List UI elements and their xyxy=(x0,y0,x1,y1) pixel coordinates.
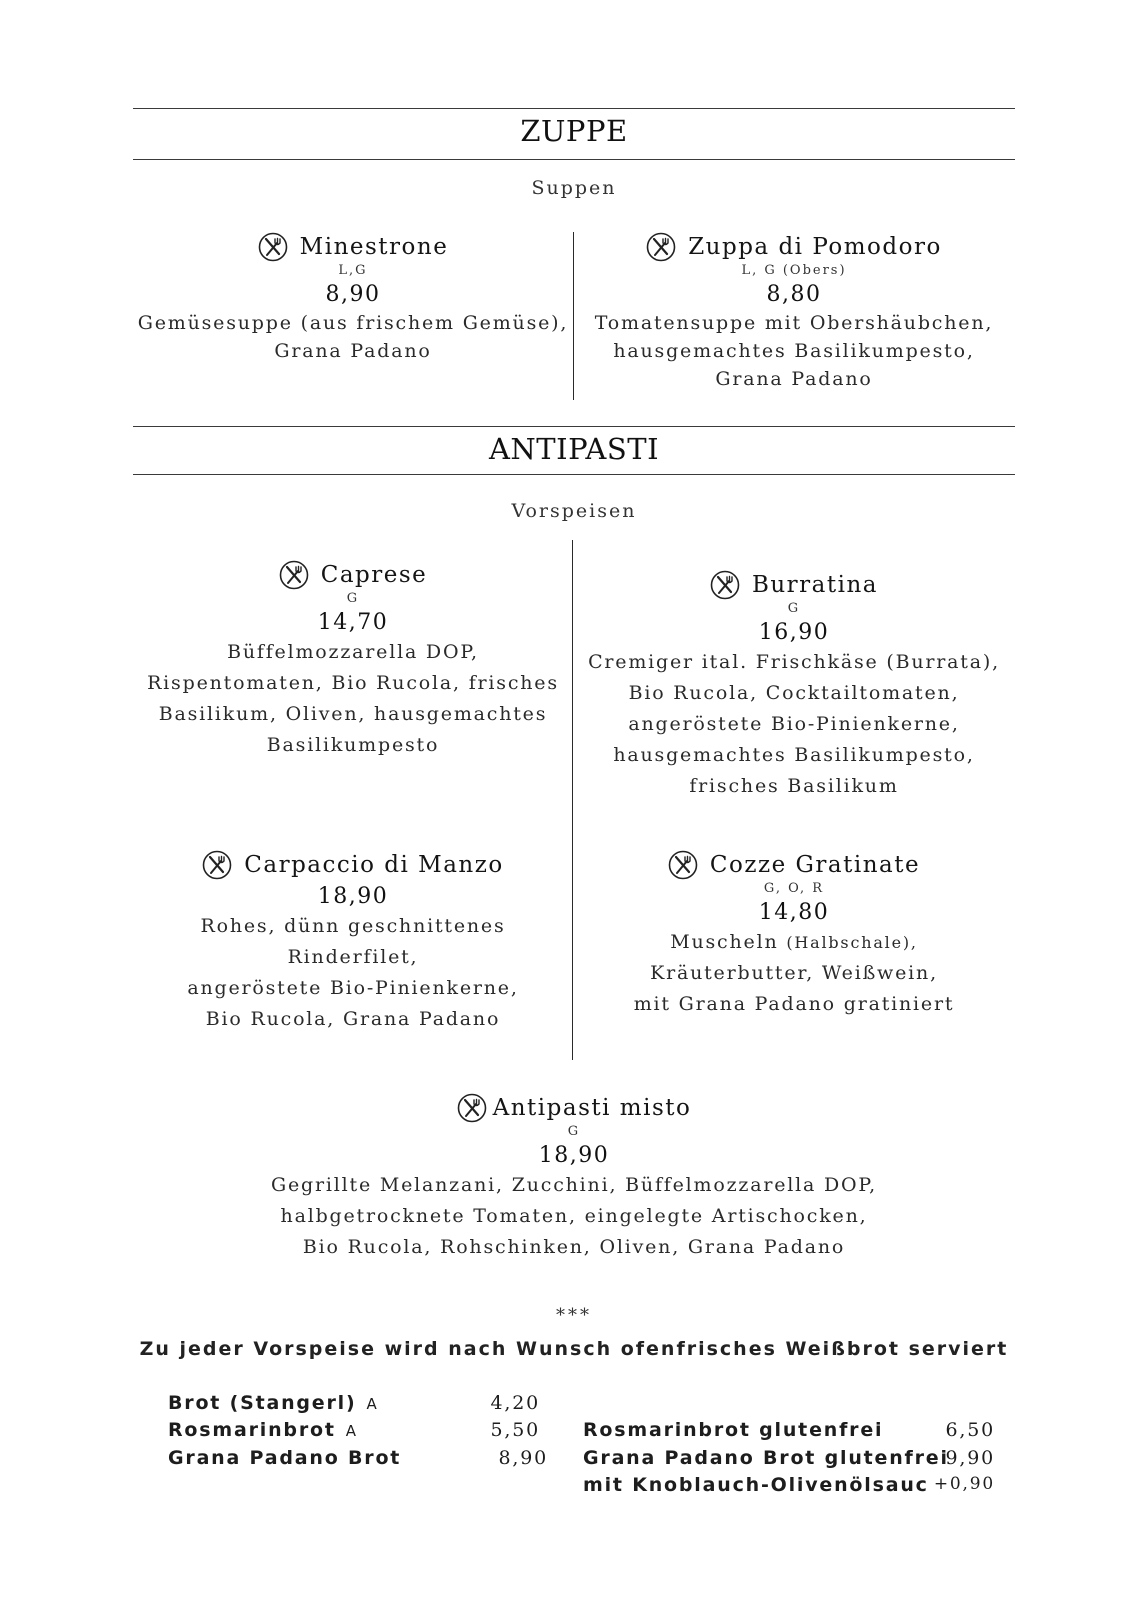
item-description: Rohes, dünn geschnittenes Rinderfilet, angeröstete Bio-Pinienkerne, Bio Rucola, Grana Padano xyxy=(187,915,519,1030)
item-description: Cremiger ital. Frischkäse (Burrata), Bio Rucola, Cocktailtomaten, angeröstete Bio-Pinienkerne, hausgemachtes Basilikumpesto, frisches Basilikum xyxy=(588,651,1000,797)
menu-item-burratina xyxy=(573,570,1015,802)
item-allergens: G xyxy=(787,601,801,616)
item-description: Gegrillte Melanzani, Zucchini, Büffelmozzarella DOP, halbgetrocknete Tomaten, eingelegte Artischocken, Bio Rucola, Rohschinken, Oliven, Grana Padano xyxy=(271,1174,877,1258)
item-description: Tomatensuppe mit Obershäubchen, hausgemachtes Basilikumpesto, Grana Padano xyxy=(594,312,994,390)
section-subtitle-vorspeisen: Vorspeisen xyxy=(511,500,637,522)
section-subtitle-suppen: Suppen xyxy=(531,177,617,199)
menu-item-zuppa-di-pomodoro xyxy=(573,232,1015,393)
item-name: Carpaccio di Manzo xyxy=(244,852,504,878)
item-name: Cozze Gratinate xyxy=(709,852,921,878)
item-allergens: L, G (Obers) xyxy=(741,263,847,278)
item-description: Gemüsesuppe (aus frischem Gemüse), Grana Padano xyxy=(137,312,569,362)
no-fork-knife-icon xyxy=(202,850,232,880)
item-price: 18,90 xyxy=(317,884,389,909)
item-name: Burratina xyxy=(751,572,879,598)
item-name: Zuppa di Pomodoro xyxy=(688,234,942,260)
no-fork-knife-icon xyxy=(279,560,309,590)
no-fork-knife-icon xyxy=(646,232,676,262)
menu-item-antipasti-misto xyxy=(133,1093,1015,1263)
top-rule xyxy=(133,108,1015,109)
item-name: Antipasti misto xyxy=(492,1095,692,1121)
bread-note: Zu jeder Vorspeise wird nach Wunsch ofenfrisches Weißbrot serviert xyxy=(139,1338,1009,1360)
menu-item-caprese xyxy=(133,560,573,761)
item-allergens: G xyxy=(567,1124,581,1139)
zuppe-title-rule xyxy=(133,159,1015,160)
no-fork-knife-icon xyxy=(457,1093,487,1123)
menu-item-minestrone xyxy=(133,232,573,365)
antipasti-top-rule xyxy=(133,426,1015,427)
item-price: 14,70 xyxy=(317,610,389,635)
no-fork-knife-icon xyxy=(258,232,288,262)
item-description: Muscheln (Halbschale), Kräuterbutter, Weißwein, mit Grana Padano gratiniert xyxy=(633,931,955,1015)
no-fork-knife-icon xyxy=(710,570,740,600)
item-price: 8,90 xyxy=(325,282,381,307)
menu-item-carpaccio-di-manzo xyxy=(133,850,573,1035)
item-price: 16,90 xyxy=(758,620,830,645)
section-title-zuppe: ZUPPE xyxy=(520,114,628,148)
item-name: Caprese xyxy=(320,562,428,588)
separator: *** xyxy=(556,1305,592,1326)
item-allergens: G, O, R xyxy=(763,881,825,896)
item-price: 14,80 xyxy=(758,900,830,925)
antipasti-title-rule xyxy=(133,474,1015,475)
item-price: 18,90 xyxy=(538,1143,610,1168)
item-price: 8,80 xyxy=(766,282,822,307)
item-allergens: G xyxy=(346,591,360,606)
item-description: Büffelmozzarella DOP, Rispentomaten, Bio Rucola, frisches Basilikum, Oliven, hausgemachtes Basilikumpesto xyxy=(147,641,559,756)
item-allergens: L,G xyxy=(338,263,368,278)
section-title-antipasti: ANTIPASTI xyxy=(488,432,660,466)
item-name: Minestrone xyxy=(299,234,449,260)
no-fork-knife-icon xyxy=(668,850,698,880)
menu-item-cozze-gratinate xyxy=(573,850,1015,1020)
